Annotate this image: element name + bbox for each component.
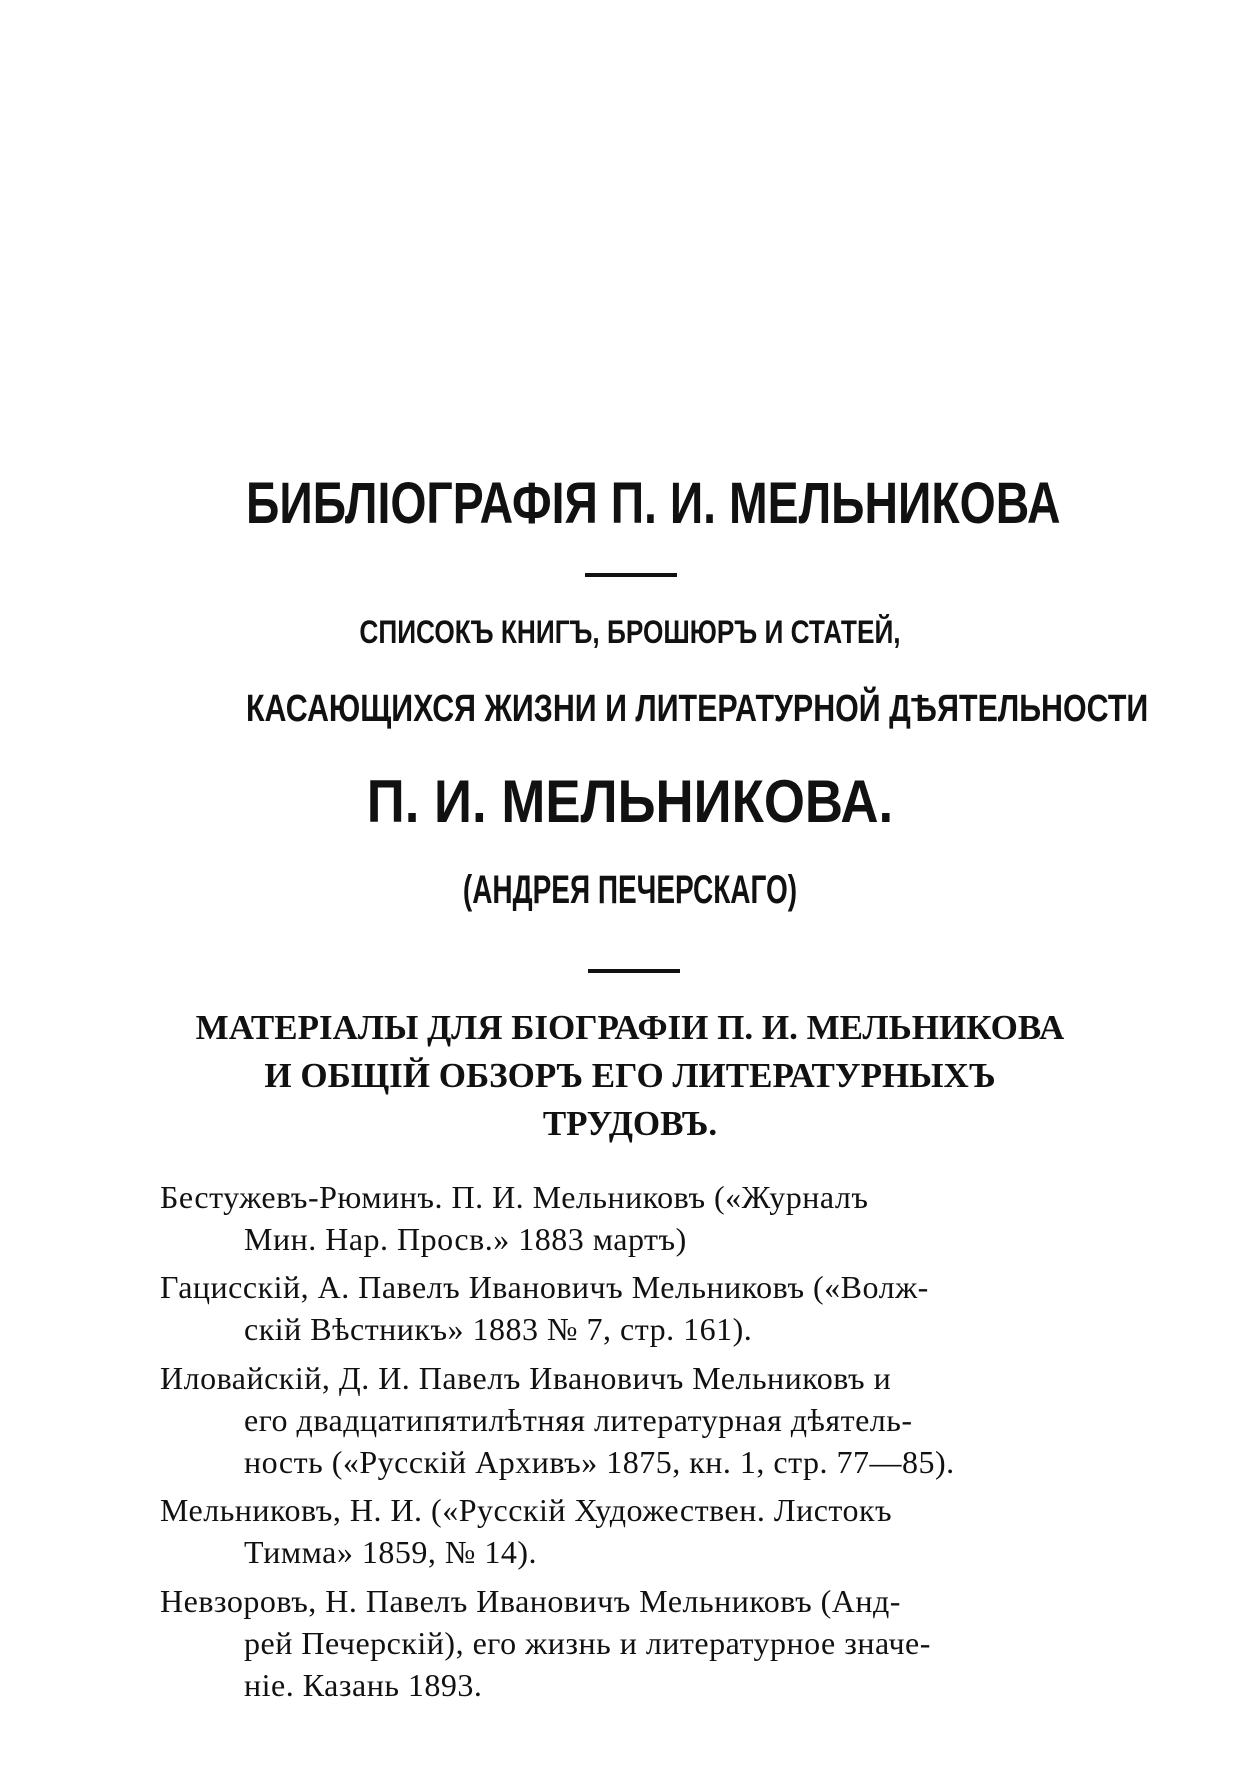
subtitle-line-1: СПИСОКЪ КНИГЪ, БРОШЮРЪ И СТАТЕЙ, [359, 614, 901, 650]
section-heading-line-3: ТРУДОВЪ. [542, 1104, 718, 1143]
entry-3-line-3: ность («Русскій Архивъ» 1875, кн. 1, стр. 77—85). [244, 1444, 955, 1480]
pseudonym: (АНДРЕЯ ПЕЧЕРСКАГО) [462, 868, 798, 912]
subtitle-line-2: КАСАЮЩИХСЯ ЖИЗНИ И ЛИТЕРАТУРНОЙ ДѢЯТЕЛЬНОСТИ [246, 688, 1149, 730]
section-heading-line-2: И ОБЩІЙ ОБЗОРЪ ЕГО ЛИТЕРАТУРНЫХЪ [264, 1056, 996, 1095]
section-heading [150, 1004, 1110, 1148]
entry-5-line-3: ніе. Казань 1893. [244, 1667, 483, 1703]
main-title: БИБЛІОГРАФІЯ П. И. МЕЛЬНИКОВА [246, 471, 1061, 536]
entry-4-line-2: Тимма» 1859, № 14). [244, 1534, 538, 1570]
entry-4-line-1: Мельниковъ, Н. И. («Русскій Художествен. Листокъ [160, 1492, 893, 1528]
entry-2-line-1: Гацисскій, А. Павелъ Ивановичъ Мельниковъ («Волж- [160, 1269, 929, 1305]
entry-1-line-1: Бестужевъ-Рюминъ. П. И. Мельниковъ («Журналъ [160, 1179, 869, 1215]
entry-3-line-1: Иловайскій, Д. И. Павелъ Ивановичъ Мельниковъ и [160, 1360, 892, 1396]
entry-3-line-2: его двадцатипятилѣтняя литературная дѣятель- [244, 1402, 913, 1438]
entry-1-line-2: Мин. Нар. Просв.» 1883 мартъ) [244, 1221, 687, 1257]
title-divider [585, 573, 677, 577]
author-name: П. И. МЕЛЬНИКОВА. [366, 768, 894, 835]
section-divider [588, 969, 680, 973]
entry-5-line-1: Невзоровъ, Н. Павелъ Ивановичъ Мельниковъ (Анд- [160, 1583, 901, 1619]
entry-5-line-2: рей Печерскій), его жизнь и литературное значе- [244, 1625, 931, 1661]
section-heading-line-1: МАТЕРІАЛЫ ДЛЯ БІОГРАФІИ П. И. МЕЛЬНИКОВА [195, 1008, 1065, 1047]
entry-2-line-2: скій Вѣстникъ» 1883 № 7, стр. 161). [244, 1311, 753, 1347]
